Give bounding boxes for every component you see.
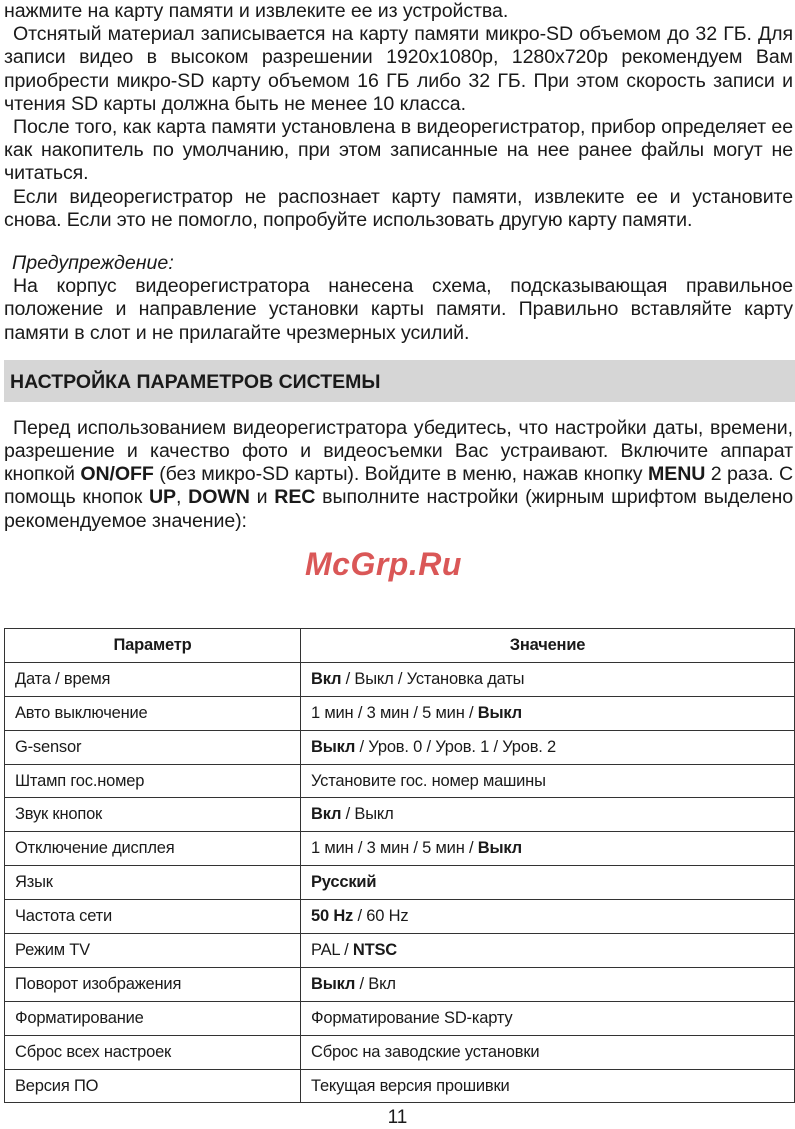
param-name: Штамп гос.номер <box>5 764 301 798</box>
param-value <box>301 798 795 832</box>
value-options: / 60 Hz <box>353 907 409 926</box>
value-options: / Уров. 0 / Уров. 1 / Уров. 2 <box>355 737 557 756</box>
page-number: 11 <box>387 1107 408 1128</box>
intro-text-3: 2 раза. С помощь кнопок <box>4 463 793 509</box>
param-value <box>301 866 795 900</box>
param-name: Сброс всех настроек <box>5 1035 301 1069</box>
intro-text-5: и <box>249 486 275 509</box>
header-value: Значение <box>301 629 795 663</box>
paragraph-card-capacity: Отснятый материал записывается на карту памяти микро-SD объемом до 32 ГБ. Для записи видео в высоком разрешении 1920x1080p, 1280x720p рекомендуем Вам приобрести микро-SD карту объемом 16 ГБ либо 32 ГБ. При этом скорость записи и чтения SD карты должна быть не менее 10 класса. <box>4 23 793 115</box>
param-name: Поворот изображения <box>5 967 301 1001</box>
param-name: Отключение дисплея <box>5 832 301 866</box>
param-value <box>301 1035 795 1069</box>
recommended-value: 50 Hz <box>311 907 354 926</box>
table-row <box>5 1001 795 1035</box>
param-name: Звук кнопок <box>5 798 301 832</box>
table-row <box>5 832 795 866</box>
table-row <box>5 764 795 798</box>
value-options: Текущая версия прошивки <box>311 1076 510 1095</box>
recommended-value: Вкл <box>311 805 342 824</box>
param-value <box>301 934 795 968</box>
table-row <box>5 934 795 968</box>
rec-button-label: REC <box>274 486 316 509</box>
site-watermark: McGrp.Ru <box>305 546 462 582</box>
param-name: Форматирование <box>5 1001 301 1035</box>
table-row <box>5 730 795 764</box>
value-options: / Вкл <box>355 974 396 993</box>
table-header-row <box>5 629 795 663</box>
section-heading: НАСТРОЙКА ПАРАМЕТРОВ СИСТЕМЫ <box>4 360 795 402</box>
intro-text-1: Перед использованием видеорегистратора убедитесь, что настройки даты, времени, разрешение и качество фото и видеосъемки Вас устраивают. Включите аппарат кнопкой <box>4 416 793 486</box>
warning-title: Предупреждение: <box>12 252 174 275</box>
recommended-value: Выкл <box>477 839 522 858</box>
param-value <box>301 764 795 798</box>
intro-paragraph <box>4 417 793 533</box>
param-name: Версия ПО <box>5 1069 301 1103</box>
table-row <box>5 967 795 1001</box>
intro-text-4: , <box>176 486 189 509</box>
on-off-button-label: ON/OFF <box>80 463 154 486</box>
param-value <box>301 900 795 934</box>
table-row <box>5 1035 795 1069</box>
table-row <box>5 1069 795 1103</box>
recommended-value: Вкл <box>311 669 342 688</box>
menu-button-label: MENU <box>648 463 706 486</box>
paragraph-default-storage: После того, как карта памяти установлена в видеорегистратор, прибор определяет ее как накопитель по умолчанию, при этом записанные на нее ранее файлы могут не читаться. <box>4 116 793 185</box>
recommended-value: Выкл <box>477 703 522 722</box>
param-value <box>301 662 795 696</box>
recommended-value: NTSC <box>352 940 398 959</box>
up-button-label: UP <box>148 486 177 509</box>
down-button-label: DOWN <box>188 486 250 509</box>
header-parameter: Параметр <box>5 629 301 663</box>
value-options: PAL / <box>311 940 353 959</box>
recommended-value: Выкл <box>311 737 356 756</box>
recommended-value: Выкл <box>311 974 356 993</box>
value-options: 1 мин / 3 мин / 5 мин / <box>311 839 478 858</box>
value-options: 1 мин / 3 мин / 5 мин / <box>311 703 478 722</box>
param-value <box>301 1001 795 1035</box>
paragraph-remove-card: нажмите на карту памяти и извлеките ее из устройства. <box>4 0 509 22</box>
intro-text-6: выполните настройки (жирным шрифтом выделено рекомендуемое значение): <box>4 486 793 532</box>
value-options: Установите гос. номер машины <box>311 771 546 790</box>
param-name: Режим TV <box>5 934 301 968</box>
value-options: / Выкл <box>341 805 394 824</box>
paragraph-reinsert-card: Если видеорегистратор не распознает карту памяти, извлеките ее и установите снова. Если это не помогло, попробуйте использовать другую карту памяти. <box>4 185 793 231</box>
param-value <box>301 696 795 730</box>
param-value <box>301 1069 795 1103</box>
param-value <box>301 832 795 866</box>
param-name: Частота сети <box>5 900 301 934</box>
param-name: G-sensor <box>5 730 301 764</box>
table-row <box>5 662 795 696</box>
warning-text: На корпус видеорегистратора нанесена схема, подсказывающая правильное положение и направление установки карты памяти. Правильно вставляйте карту памяти в слот и не прилагайте чрезмерных усилий. <box>4 275 793 344</box>
value-options: Форматирование SD-карту <box>311 1008 513 1027</box>
value-options: Сброс на заводские установки <box>311 1042 540 1061</box>
intro-text-2: (без микро-SD карты). Войдите в меню, нажав кнопку <box>153 463 648 486</box>
param-value <box>301 967 795 1001</box>
value-options: / Выкл / Установка даты <box>341 669 525 688</box>
recommended-value: Русский <box>311 873 377 892</box>
table-row <box>5 866 795 900</box>
table-row <box>5 696 795 730</box>
table-row <box>5 900 795 934</box>
param-name: Авто выключение <box>5 696 301 730</box>
param-name: Язык <box>5 866 301 900</box>
param-name: Дата / время <box>5 662 301 696</box>
table-row <box>5 798 795 832</box>
settings-table <box>4 628 795 1103</box>
param-value <box>301 730 795 764</box>
